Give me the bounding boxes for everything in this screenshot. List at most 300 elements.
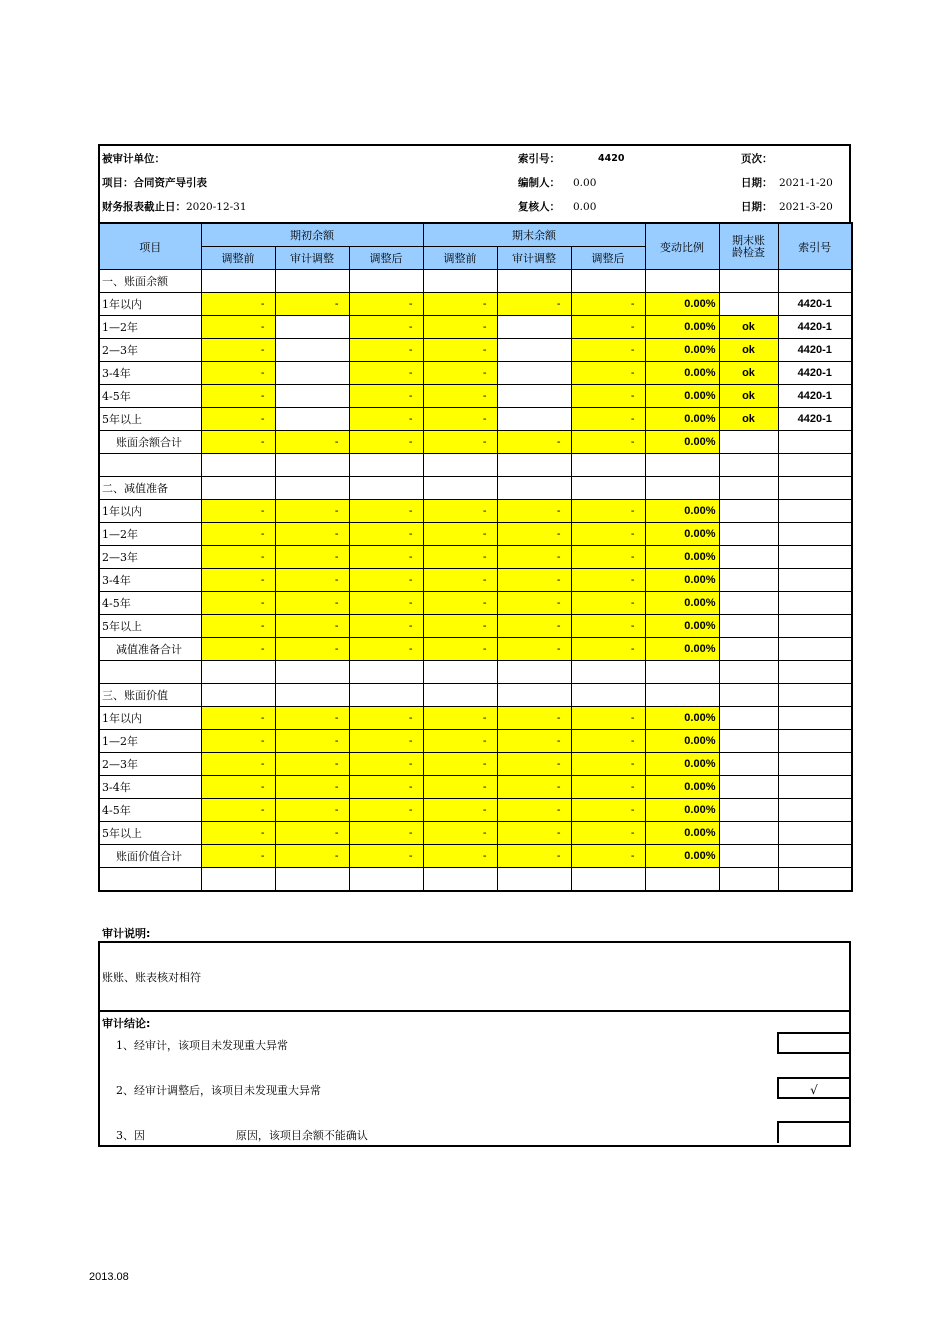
value-cell (497, 385, 571, 408)
conclusion-3-checkbox[interactable] (777, 1121, 849, 1143)
table-row (99, 500, 852, 523)
sub-header-before: 调整前 (423, 247, 497, 270)
empty-cell (99, 868, 201, 892)
value-cell: - (275, 615, 349, 638)
row-label: 3-4年 (99, 776, 201, 799)
value-cell: - (275, 822, 349, 845)
empty-cell (201, 454, 275, 477)
balance-table (98, 222, 853, 892)
value-cell: - (423, 408, 497, 431)
index-ref: 4420-1 (778, 362, 852, 385)
row-label: 3-4年 (99, 569, 201, 592)
value-cell: - (349, 822, 423, 845)
empty-cell (645, 684, 719, 707)
change-ratio: 0.00% (645, 339, 719, 362)
empty-cell (497, 477, 571, 500)
value-cell (497, 408, 571, 431)
empty-cell (778, 868, 852, 892)
value-cell: - (349, 523, 423, 546)
change-ratio: 0.00% (645, 293, 719, 316)
aging-check (719, 592, 778, 615)
empty-cell (423, 454, 497, 477)
value-cell: - (349, 293, 423, 316)
reviewer-value: 0.00 (573, 201, 597, 213)
value-cell: - (349, 546, 423, 569)
empty-cell (275, 454, 349, 477)
conclusion-title: 审计结论: (102, 1017, 151, 1030)
index-ref (778, 753, 852, 776)
notes-divider (100, 1010, 849, 1012)
change-ratio: 0.00% (645, 316, 719, 339)
value-cell: - (423, 546, 497, 569)
empty-cell (201, 684, 275, 707)
value-cell: - (571, 316, 645, 339)
index-ref (778, 569, 852, 592)
empty-cell (423, 684, 497, 707)
value-cell: - (497, 799, 571, 822)
table-row (99, 615, 852, 638)
index-ref (778, 592, 852, 615)
value-cell: - (201, 385, 275, 408)
value-cell: - (201, 569, 275, 592)
aging-check (719, 500, 778, 523)
empty-cell (423, 270, 497, 293)
empty-cell (571, 868, 645, 892)
value-cell: - (497, 546, 571, 569)
value-cell: - (423, 500, 497, 523)
sub-header-after: 调整后 (571, 247, 645, 270)
index-ref (778, 546, 852, 569)
total-change-ratio: 0.00% (645, 431, 719, 454)
value-cell: - (497, 523, 571, 546)
sub-header-before: 调整前 (201, 247, 275, 270)
change-ratio: 0.00% (645, 500, 719, 523)
conclusion-2-checkbox[interactable]: √ (777, 1077, 849, 1099)
conclusion-1: 1、经审计，该项目未发现重大异常 (116, 1039, 288, 1052)
value-cell: - (571, 362, 645, 385)
empty-cell (719, 684, 778, 707)
empty-cell (275, 477, 349, 500)
total-value: - (275, 638, 349, 661)
value-cell: - (201, 707, 275, 730)
row-label: 3-4年 (99, 362, 201, 385)
empty-cell (349, 868, 423, 892)
date1-value: 2021-1-20 (779, 177, 833, 189)
aging-check: ok (719, 385, 778, 408)
date2-label: 日期： (741, 201, 773, 213)
total-value: - (497, 431, 571, 454)
value-cell: - (275, 730, 349, 753)
table-row (99, 408, 852, 431)
value-cell (275, 385, 349, 408)
value-cell: - (201, 753, 275, 776)
value-cell: - (201, 546, 275, 569)
aging-check (719, 546, 778, 569)
aging-check (719, 730, 778, 753)
total-value: - (571, 431, 645, 454)
value-cell: - (275, 293, 349, 316)
table-row (99, 707, 852, 730)
total-label: 减值准备合计 (99, 638, 201, 661)
index-value: 4420 (598, 153, 625, 164)
value-cell (275, 339, 349, 362)
section-title-row (99, 684, 852, 707)
row-label: 1—2年 (99, 316, 201, 339)
conclusion-3: 3、因 原因，该项目余额不能确认 (116, 1129, 368, 1142)
total-change-ratio: 0.00% (645, 638, 719, 661)
value-cell: - (497, 730, 571, 753)
reviewer-label: 复核人： (518, 201, 560, 213)
empty-cell (423, 477, 497, 500)
value-cell: - (497, 293, 571, 316)
value-cell: - (571, 339, 645, 362)
empty-cell (497, 868, 571, 892)
value-cell: - (571, 776, 645, 799)
aging-check (719, 707, 778, 730)
total-value: - (275, 845, 349, 868)
value-cell: - (349, 316, 423, 339)
aging-check: ok (719, 362, 778, 385)
footer-version: 2013.08 (89, 1271, 129, 1283)
row-label: 4-5年 (99, 592, 201, 615)
row-label: 2—3年 (99, 753, 201, 776)
row-label: 1—2年 (99, 730, 201, 753)
value-cell: - (497, 822, 571, 845)
total-value: - (423, 845, 497, 868)
index-ref (778, 776, 852, 799)
row-label: 1年以内 (99, 500, 201, 523)
notes-title: 审计说明: (102, 927, 151, 940)
sheet-header (98, 144, 851, 222)
empty-cell (778, 431, 852, 454)
value-cell: - (571, 799, 645, 822)
value-cell (275, 408, 349, 431)
table-row (99, 776, 852, 799)
table-row (99, 339, 852, 362)
empty-cell (719, 431, 778, 454)
value-cell: - (423, 776, 497, 799)
total-value: - (497, 845, 571, 868)
empty-cell (497, 661, 571, 684)
value-cell: - (349, 569, 423, 592)
row-label: 2—3年 (99, 546, 201, 569)
value-cell: - (201, 730, 275, 753)
total-value: - (571, 845, 645, 868)
col-change-header: 变动比例 (645, 223, 719, 270)
total-value: - (423, 638, 497, 661)
value-cell: - (497, 615, 571, 638)
value-cell: - (349, 362, 423, 385)
period-label: 财务报表截止日： (102, 201, 186, 213)
row-label: 1年以内 (99, 707, 201, 730)
aging-check (719, 776, 778, 799)
empty-cell (719, 638, 778, 661)
value-cell: - (275, 776, 349, 799)
value-cell (497, 362, 571, 385)
change-ratio: 0.00% (645, 523, 719, 546)
value-cell: - (497, 707, 571, 730)
empty-cell (349, 270, 423, 293)
index-ref: 4420-1 (778, 385, 852, 408)
period-value: 2020-12-31 (186, 201, 247, 213)
section-title: 二、减值准备 (99, 477, 201, 500)
value-cell (497, 339, 571, 362)
empty-cell (645, 454, 719, 477)
empty-cell (201, 661, 275, 684)
value-cell: - (423, 385, 497, 408)
empty-cell (719, 845, 778, 868)
value-cell: - (201, 362, 275, 385)
table-row (99, 569, 852, 592)
value-cell: - (275, 753, 349, 776)
value-cell: - (497, 500, 571, 523)
index-ref (778, 523, 852, 546)
col-index-header: 索引号 (778, 223, 852, 270)
empty-cell (719, 868, 778, 892)
value-cell: - (571, 293, 645, 316)
index-ref (778, 799, 852, 822)
aging-check: ok (719, 339, 778, 362)
value-cell: - (201, 776, 275, 799)
value-cell: - (571, 523, 645, 546)
value-cell: - (423, 707, 497, 730)
change-ratio: 0.00% (645, 776, 719, 799)
value-cell (275, 316, 349, 339)
empty-cell (778, 270, 852, 293)
value-cell: - (201, 316, 275, 339)
total-value: - (349, 845, 423, 868)
conclusion-1-checkbox[interactable] (777, 1032, 849, 1054)
change-ratio: 0.00% (645, 385, 719, 408)
change-ratio: 0.00% (645, 799, 719, 822)
col-item-header: 项目 (99, 223, 201, 270)
preparer-label: 编制人： (518, 177, 560, 189)
value-cell: - (423, 339, 497, 362)
total-value: - (201, 845, 275, 868)
row-label: 2—3年 (99, 339, 201, 362)
empty-cell (778, 477, 852, 500)
spacer-row (99, 661, 852, 684)
table-row (99, 316, 852, 339)
table-body (99, 270, 852, 892)
notes-box (98, 941, 851, 1147)
value-cell: - (571, 707, 645, 730)
empty-cell (349, 477, 423, 500)
value-cell: - (349, 339, 423, 362)
change-ratio: 0.00% (645, 592, 719, 615)
row-label: 5年以上 (99, 408, 201, 431)
total-row (99, 638, 852, 661)
change-ratio: 0.00% (645, 546, 719, 569)
index-ref: 4420-1 (778, 339, 852, 362)
value-cell: - (275, 707, 349, 730)
col-aging-header: 期末账龄检查 (719, 223, 778, 270)
total-value: - (349, 431, 423, 454)
value-cell: - (497, 592, 571, 615)
value-cell: - (349, 776, 423, 799)
section-title: 三、账面价值 (99, 684, 201, 707)
value-cell (497, 316, 571, 339)
empty-cell (719, 454, 778, 477)
value-cell: - (201, 408, 275, 431)
total-value: - (571, 638, 645, 661)
total-label: 账面余额合计 (99, 431, 201, 454)
value-cell: - (497, 776, 571, 799)
index-ref: 4420-1 (778, 316, 852, 339)
table-row (99, 362, 852, 385)
value-cell (275, 362, 349, 385)
value-cell: - (497, 753, 571, 776)
value-cell: - (423, 569, 497, 592)
value-cell: - (571, 500, 645, 523)
value-cell: - (275, 569, 349, 592)
value-cell: - (423, 293, 497, 316)
total-change-ratio: 0.00% (645, 845, 719, 868)
aging-check (719, 799, 778, 822)
value-cell: - (349, 385, 423, 408)
empty-cell (275, 270, 349, 293)
index-label: 索引号： (518, 153, 560, 165)
section-title-row (99, 477, 852, 500)
aging-check (719, 753, 778, 776)
empty-cell (778, 638, 852, 661)
date2-value: 2021-3-20 (779, 201, 833, 213)
row-label: 5年以上 (99, 822, 201, 845)
value-cell: - (201, 799, 275, 822)
empty-cell (778, 454, 852, 477)
value-cell: - (349, 408, 423, 431)
value-cell: - (275, 592, 349, 615)
empty-cell (99, 661, 201, 684)
empty-cell (719, 477, 778, 500)
value-cell: - (571, 592, 645, 615)
value-cell: - (571, 385, 645, 408)
project-label: 项目：合同资产导引表 (102, 177, 207, 189)
index-ref (778, 822, 852, 845)
row-label: 4-5年 (99, 385, 201, 408)
row-label: 1年以内 (99, 293, 201, 316)
empty-cell (571, 454, 645, 477)
value-cell: - (571, 546, 645, 569)
empty-cell (349, 454, 423, 477)
value-cell: - (349, 615, 423, 638)
value-cell: - (423, 615, 497, 638)
value-cell: - (423, 592, 497, 615)
aging-check: ok (719, 316, 778, 339)
value-cell: - (423, 523, 497, 546)
empty-cell (497, 684, 571, 707)
value-cell: - (201, 615, 275, 638)
value-cell: - (423, 799, 497, 822)
empty-cell (571, 661, 645, 684)
index-ref: 4420-1 (778, 293, 852, 316)
total-value: - (423, 431, 497, 454)
value-cell: - (201, 293, 275, 316)
value-cell: - (571, 408, 645, 431)
sub-header-after: 调整后 (349, 247, 423, 270)
value-cell: - (349, 799, 423, 822)
col-closing-header: 期末余额 (423, 223, 645, 247)
empty-cell (497, 270, 571, 293)
empty-cell (201, 270, 275, 293)
aging-check (719, 293, 778, 316)
page-label: 页次： (741, 153, 773, 165)
empty-cell (349, 684, 423, 707)
value-cell: - (349, 753, 423, 776)
value-cell: - (201, 500, 275, 523)
col-opening-header: 期初余额 (201, 223, 423, 247)
value-cell: - (275, 500, 349, 523)
table-row (99, 293, 852, 316)
change-ratio: 0.00% (645, 753, 719, 776)
notes-description: 账账、账表核对相符 (102, 971, 201, 984)
value-cell: - (349, 730, 423, 753)
empty-cell (778, 845, 852, 868)
table-row (99, 592, 852, 615)
empty-cell (423, 661, 497, 684)
value-cell: - (275, 546, 349, 569)
value-cell: - (275, 523, 349, 546)
sub-header-audit: 审计调整 (275, 247, 349, 270)
change-ratio: 0.00% (645, 408, 719, 431)
row-label: 1—2年 (99, 523, 201, 546)
empty-cell (571, 270, 645, 293)
empty-cell (349, 661, 423, 684)
aging-check: ok (719, 408, 778, 431)
aging-check (719, 569, 778, 592)
empty-cell (201, 868, 275, 892)
change-ratio: 0.00% (645, 822, 719, 845)
value-cell: - (571, 730, 645, 753)
value-cell: - (497, 569, 571, 592)
empty-cell (719, 661, 778, 684)
value-cell: - (349, 500, 423, 523)
empty-cell (99, 454, 201, 477)
table-row (99, 546, 852, 569)
value-cell: - (349, 707, 423, 730)
value-cell: - (423, 753, 497, 776)
row-label: 4-5年 (99, 799, 201, 822)
total-row (99, 431, 852, 454)
empty-cell (497, 454, 571, 477)
empty-cell (423, 868, 497, 892)
total-value: - (275, 431, 349, 454)
value-cell: - (571, 615, 645, 638)
empty-cell (645, 477, 719, 500)
empty-cell (778, 661, 852, 684)
value-cell: - (349, 592, 423, 615)
spacer-row (99, 868, 852, 892)
value-cell: - (423, 362, 497, 385)
value-cell: - (423, 316, 497, 339)
value-cell: - (571, 753, 645, 776)
value-cell: - (275, 799, 349, 822)
total-row (99, 845, 852, 868)
value-cell: - (423, 730, 497, 753)
empty-cell (645, 868, 719, 892)
empty-cell (275, 684, 349, 707)
value-cell: - (201, 523, 275, 546)
index-ref: 4420-1 (778, 408, 852, 431)
value-cell: - (201, 592, 275, 615)
preparer-value: 0.00 (573, 177, 597, 189)
aging-check (719, 615, 778, 638)
index-ref (778, 707, 852, 730)
index-ref (778, 730, 852, 753)
row-label: 5年以上 (99, 615, 201, 638)
total-value: - (497, 638, 571, 661)
entity-label: 被审计单位： (102, 153, 165, 165)
